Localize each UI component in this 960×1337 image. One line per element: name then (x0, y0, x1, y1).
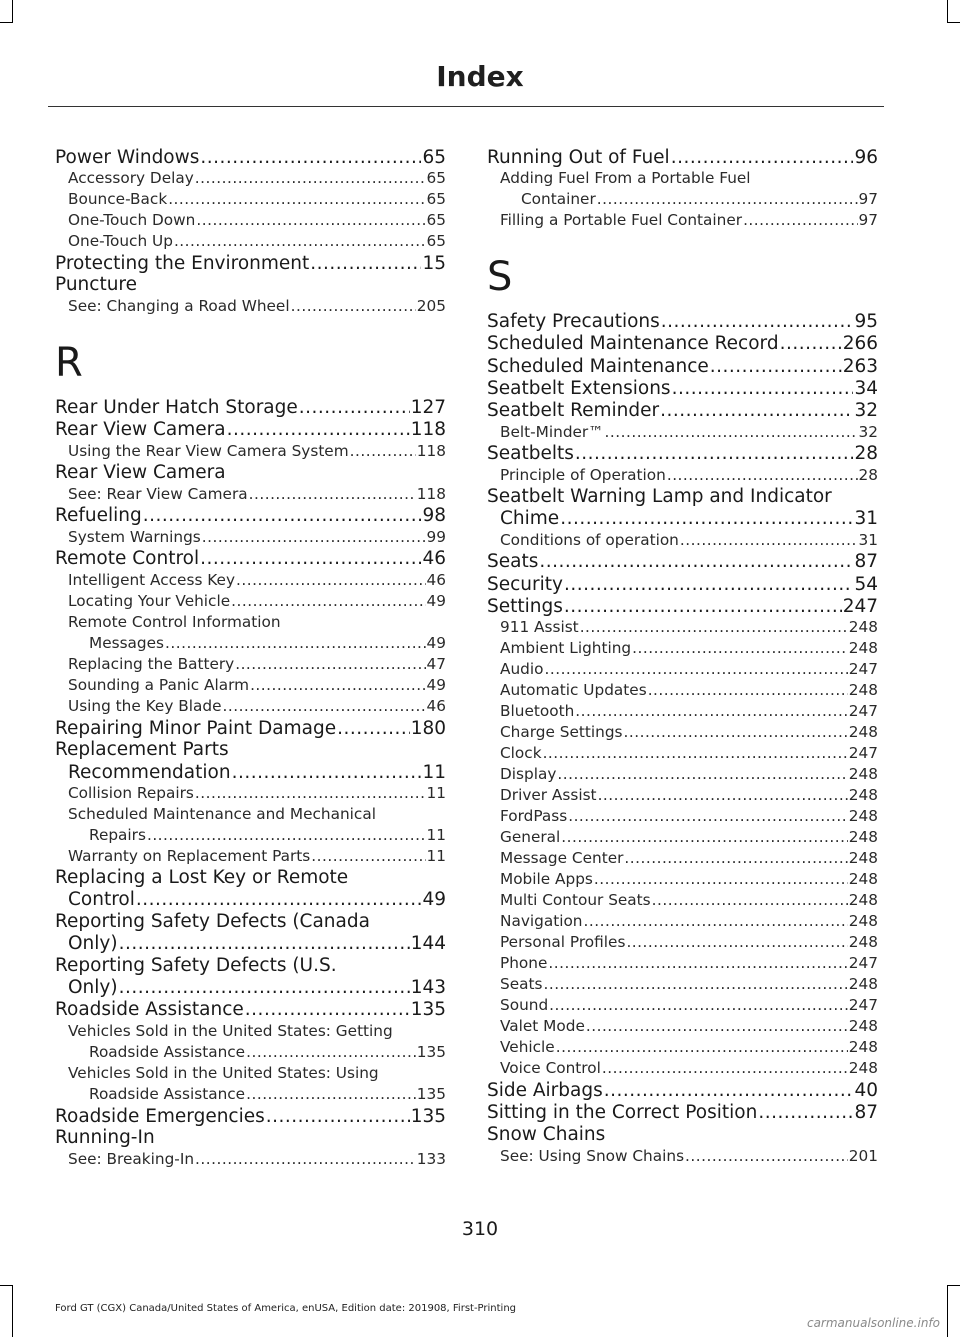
leader-dots (604, 1080, 854, 1102)
index-subentry: Adding Fuel From a Portable Fuel (500, 169, 751, 188)
leader-dots (780, 333, 842, 355)
leader-dots (119, 933, 410, 955)
page-number: 310 (461, 1218, 499, 1240)
leader-dots (758, 1102, 853, 1124)
index-entry: Protecting the Environment ..... 15 (55, 253, 446, 275)
leader-dots (575, 701, 848, 722)
index-subentry: Driver Assist ..... 248 (487, 785, 878, 806)
index-subentry-continued: Repairs ..... 11 (55, 825, 446, 846)
leader-dots (671, 147, 854, 169)
leader-dots (539, 551, 853, 573)
index-subentry-continued: Roadside Assistance ..... 135 (55, 1042, 446, 1063)
leader-dots (291, 296, 416, 317)
index-entry-continued: Only) ..... 143 (55, 977, 446, 999)
index-subentry: Principle of Operation ..... 28 (487, 465, 878, 486)
index-subentry: Using the Key Blade ..... 46 (55, 696, 446, 717)
leader-dots (222, 696, 425, 717)
leader-dots (311, 846, 425, 867)
index-subentry: Vehicles Sold in the United States: Getting (68, 1022, 393, 1041)
index-subentry: Charge Settings ..... 248 (487, 722, 878, 743)
leader-dots (680, 530, 858, 551)
index-entry: Settings ..... 247 (487, 596, 878, 618)
index-entry: Reporting Safety Defects (U.S. (55, 955, 337, 977)
index-subentry: Personal Profiles ..... 248 (487, 932, 878, 953)
index-subentry: Using the Rear View Camera System ..... 118 (55, 441, 446, 462)
leader-dots (580, 617, 848, 638)
leader-dots (548, 953, 847, 974)
index-subentry-continued: Messages ..... 49 (55, 633, 446, 654)
leader-dots (246, 1084, 416, 1105)
index-entry: Scheduled Maintenance Record ..... 266 (487, 333, 878, 355)
crop-mark (0, 22, 13, 23)
leader-dots (626, 932, 847, 953)
leader-dots (337, 718, 410, 740)
index-subentry: Sound ..... 247 (487, 995, 878, 1016)
page-title: Index (436, 60, 524, 93)
leader-dots (543, 974, 847, 995)
leader-dots (624, 848, 847, 869)
leader-dots (667, 465, 858, 486)
index-subentry: Collision Repairs ..... 11 (55, 783, 446, 804)
leader-dots (624, 722, 848, 743)
leader-dots (231, 591, 425, 612)
leader-dots (543, 743, 848, 764)
index-entry: Puncture (55, 274, 138, 296)
leader-dots (246, 1042, 416, 1063)
index-entry: Sitting in the Correct Position ..... 87 (487, 1102, 878, 1124)
index-entry: Seatbelt Warning Lamp and Indicator (487, 485, 832, 507)
leader-dots (196, 210, 425, 231)
index-subentry: Conditions of operation ..... 31 (487, 530, 878, 551)
index-entry-continued: Recommendation ..... 11 (55, 762, 446, 784)
index-subentry: Ambient Lighting ..... 248 (487, 638, 878, 659)
leader-dots (564, 596, 842, 618)
index-subentry: Valet Mode ..... 248 (487, 1016, 878, 1037)
leader-dots (672, 378, 854, 400)
index-subentry: Filling a Portable Fuel Container ..... 97 (487, 210, 878, 231)
index-subentry: FordPass ..... 248 (487, 806, 878, 827)
index-subentry: Navigation ..... 248 (487, 911, 878, 932)
leader-dots (200, 147, 421, 169)
crop-mark (947, 1285, 960, 1286)
leader-dots (632, 638, 848, 659)
index-subentry: Warranty on Replacement Parts ..... 11 (55, 846, 446, 867)
crop-mark (0, 1285, 13, 1286)
leader-dots (586, 1016, 848, 1037)
index-subentry: Bluetooth ..... 247 (487, 701, 878, 722)
leader-dots (245, 999, 410, 1021)
index-entry: Refueling ..... 98 (55, 505, 446, 527)
index-subentry: Mobile Apps ..... 248 (487, 869, 878, 890)
index-subentry: Message Center ..... 248 (487, 848, 878, 869)
leader-dots (200, 548, 421, 570)
index-entry: Scheduled Maintenance ..... 263 (487, 356, 878, 378)
leader-dots (299, 397, 410, 419)
index-subentry-continued: Roadside Assistance ..... 135 (55, 1084, 446, 1105)
index-subentry: Vehicles Sold in the United States: Using (68, 1064, 379, 1083)
index-entry: Seatbelt Reminder ..... 32 (487, 400, 878, 422)
index-entry: Roadside Emergencies ..... 135 (55, 1106, 446, 1128)
index-entry: Side Airbags ..... 40 (487, 1080, 878, 1102)
index-subentry: Phone ..... 247 (487, 953, 878, 974)
leader-dots (557, 764, 847, 785)
leader-dots (648, 680, 848, 701)
index-subentry: Display ..... 248 (487, 764, 878, 785)
index-entry: Snow Chains (487, 1123, 606, 1145)
index-entry-continued: Control ..... 49 (55, 889, 446, 911)
index-subentry: One-Touch Down ..... 65 (55, 210, 446, 231)
index-subentry: Remote Control Information (68, 613, 281, 632)
leader-dots (119, 977, 410, 999)
index-subentry: Locating Your Vehicle ..... 49 (55, 591, 446, 612)
index-subentry: Belt-Minder™ ..... 32 (487, 422, 878, 443)
index-entry: Rear View Camera ..... 118 (55, 419, 446, 441)
leader-dots (594, 869, 848, 890)
leader-dots (602, 1058, 848, 1079)
index-subentry: See: Using Snow Chains ..... 201 (487, 1146, 878, 1167)
index-subentry: Sounding a Panic Alarm ..... 49 (55, 675, 446, 696)
index-entry: Security ..... 54 (487, 574, 878, 596)
leader-dots (249, 484, 416, 505)
index-entry-continued: Chime ..... 31 (487, 508, 878, 530)
footer-edition-text: Ford GT (CGX) Canada/United States of America, enUSA, Edition date: 201908, First-Printing (55, 1303, 517, 1314)
crop-mark (947, 0, 948, 22)
leader-dots (202, 527, 426, 548)
index-subentry: See: Rear View Camera ..... 118 (55, 484, 446, 505)
index-entry: Rear Under Hatch Storage ..... 127 (55, 397, 446, 419)
index-subentry: See: Changing a Road Wheel ..... 205 (55, 296, 446, 317)
index-entry: Power Windows ..... 65 (55, 147, 446, 169)
leader-dots (195, 1149, 416, 1170)
title-divider (48, 106, 884, 107)
index-subentry: Multi Contour Seats ..... 248 (487, 890, 878, 911)
index-entry: Rear View Camera (55, 462, 226, 484)
index-entry: Replacing a Lost Key or Remote (55, 867, 349, 889)
index-entry: Seatbelts ..... 28 (487, 443, 878, 465)
leader-dots (310, 253, 421, 275)
leader-dots (143, 505, 422, 527)
leader-dots (561, 827, 848, 848)
index-entry: Seatbelt Extensions ..... 34 (487, 378, 878, 400)
index-subentry: Scheduled Maintenance and Mechanical (68, 805, 376, 824)
index-subentry: One-Touch Up ..... 65 (55, 231, 446, 252)
crop-mark (12, 0, 13, 22)
leader-dots (195, 168, 426, 189)
index-entry: Roadside Assistance ..... 135 (55, 999, 446, 1021)
leader-dots (168, 189, 425, 210)
index-column-left (55, 146, 446, 1170)
leader-dots (544, 659, 847, 680)
leader-dots (266, 1106, 410, 1128)
index-subentry: Voice Control ..... 248 (487, 1058, 878, 1079)
index-entry: Reporting Safety Defects (Canada (55, 911, 370, 933)
index-subentry: Clock ..... 247 (487, 743, 878, 764)
index-subentry: 911 Assist ..... 248 (487, 617, 878, 638)
leader-dots (710, 356, 842, 378)
leader-dots (661, 311, 854, 333)
leader-dots (549, 995, 848, 1016)
crop-mark (947, 22, 960, 23)
leader-dots (584, 911, 848, 932)
index-subentry: Seats ..... 248 (487, 974, 878, 995)
index-subentry: Bounce-Back ..... 65 (55, 189, 446, 210)
leader-dots (250, 675, 425, 696)
index-subentry: Intelligent Access Key ..... 46 (55, 570, 446, 591)
index-subentry: System Warnings ..... 99 (55, 527, 446, 548)
index-entry: Remote Control ..... 46 (55, 548, 446, 570)
index-entry: Replacement Parts (55, 739, 229, 761)
index-subentry-continued: Container ..... 97 (487, 189, 878, 210)
index-entry: Running Out of Fuel ..... 96 (487, 147, 878, 169)
index-subentry: Accessory Delay ..... 65 (55, 168, 446, 189)
leader-dots (685, 1146, 848, 1167)
leader-dots (575, 443, 854, 465)
leader-dots (227, 419, 410, 441)
index-subentry: See: Breaking-In ..... 133 (55, 1149, 446, 1170)
leader-dots (195, 783, 426, 804)
leader-dots (232, 762, 422, 784)
index-entry: Seats ..... 87 (487, 551, 878, 573)
leader-dots (564, 574, 853, 596)
leader-dots (556, 1037, 848, 1058)
index-subentry: Automatic Updates ..... 248 (487, 680, 878, 701)
leader-dots (350, 441, 416, 462)
crop-mark (12, 1285, 13, 1337)
leader-dots (652, 890, 848, 911)
leader-dots (597, 189, 858, 210)
leader-dots (605, 422, 858, 443)
index-entry: Safety Precautions ..... 95 (487, 311, 878, 333)
leader-dots (147, 825, 426, 846)
leader-dots (743, 210, 857, 231)
section-letter-s: S (487, 254, 513, 301)
index-subentry: Replacing the Battery ..... 47 (55, 654, 446, 675)
index-subentry: Audio ..... 247 (487, 659, 878, 680)
index-column-right (487, 146, 878, 1167)
crop-mark (947, 1285, 948, 1337)
index-entry: Repairing Minor Paint Damage ..... 180 (55, 718, 446, 740)
leader-dots (568, 806, 848, 827)
index-entry: Running-In (55, 1127, 155, 1149)
leader-dots (174, 231, 426, 252)
watermark: carmanualsonline.info (806, 1316, 940, 1330)
leader-dots (660, 400, 853, 422)
leader-dots (165, 633, 426, 654)
leader-dots (235, 654, 425, 675)
leader-dots (136, 889, 422, 911)
leader-dots (236, 570, 426, 591)
index-subentry: General ..... 248 (487, 827, 878, 848)
leader-dots (598, 785, 848, 806)
section-letter-r: R (55, 340, 83, 387)
index-subentry: Vehicle ..... 248 (487, 1037, 878, 1058)
leader-dots (560, 508, 853, 530)
index-entry-continued: Only) ..... 144 (55, 933, 446, 955)
